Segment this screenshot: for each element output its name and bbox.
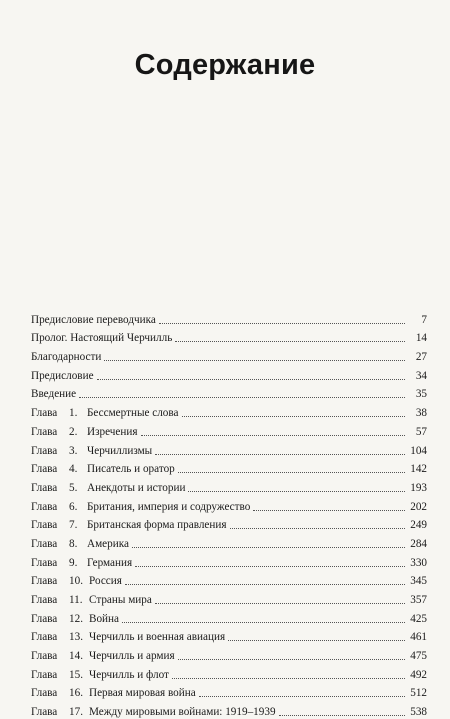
toc-page-number: 27 [415, 351, 427, 364]
chapter-word: Глава [31, 537, 58, 550]
toc-row[interactable] [31, 327, 427, 346]
toc-page-number: 357 [410, 594, 427, 606]
chapter-word: Глава [31, 575, 58, 588]
toc-row[interactable] [31, 663, 427, 682]
chapter-title: Америка [87, 537, 129, 550]
chapter-word: Глава [31, 706, 58, 719]
chapter-number: 15. [69, 668, 83, 681]
chapter-word: Глава [31, 594, 58, 606]
toc-page-number: 34 [415, 369, 427, 382]
dot-leader [141, 434, 406, 436]
chapter-number: 5. [69, 481, 78, 494]
toc-page-number: 57 [415, 425, 427, 438]
dot-leader [104, 359, 405, 361]
table-of-contents [31, 308, 427, 719]
toc-page-number: 461 [410, 631, 427, 644]
chapter-title: Первая мировая война [89, 687, 196, 700]
chapter-number: 7. [69, 519, 78, 532]
toc-row[interactable] [31, 514, 427, 533]
chapter-title: Черчилль и военная авиация [89, 631, 226, 644]
chapter-number: 16. [69, 687, 83, 700]
page-title: Содержание [134, 49, 316, 81]
dot-leader [172, 677, 405, 679]
dot-leader [279, 714, 405, 716]
chapter-title: Британия, империя и содружество [87, 500, 251, 513]
chapter-title: Черчилль и армия [89, 650, 175, 663]
dot-leader [155, 453, 405, 455]
toc-row[interactable] [31, 588, 427, 607]
chapter-number: 2. [69, 425, 78, 438]
toc-row[interactable] [31, 308, 427, 327]
dot-leader [188, 490, 405, 492]
chapter-title: Россия [89, 575, 122, 588]
dot-leader [122, 621, 405, 623]
chapter-title: Война [89, 612, 119, 625]
dot-leader [155, 602, 405, 604]
toc-entry-label: Пролог. Настоящий Черчилль [31, 332, 173, 345]
chapter-number: 14. [69, 650, 83, 663]
chapter-word: Глава [31, 687, 58, 700]
toc-page-number: 538 [410, 706, 427, 719]
chapter-number: 10. [69, 575, 83, 588]
toc-row[interactable] [31, 644, 427, 663]
chapter-number: 6. [69, 500, 78, 513]
toc-row[interactable] [31, 607, 427, 626]
toc-page-number: 512 [410, 687, 427, 700]
toc-row[interactable] [31, 570, 427, 589]
dot-leader [228, 639, 405, 641]
toc-row[interactable] [31, 364, 427, 383]
toc-row[interactable] [31, 495, 427, 514]
toc-row[interactable] [31, 383, 427, 402]
chapter-number: 17. [69, 706, 83, 719]
dot-leader [199, 695, 405, 697]
chapter-word: Глава [31, 612, 58, 625]
chapter-number: 4. [69, 463, 78, 476]
chapter-title: Бессмертные слова [87, 407, 179, 420]
toc-page-number: 330 [410, 556, 427, 569]
chapter-word: Глава [31, 631, 58, 644]
toc-row[interactable] [31, 401, 427, 420]
chapter-number: 12. [69, 612, 83, 625]
chapter-number: 3. [69, 444, 78, 457]
chapter-title: Черчилль и флот [89, 668, 169, 681]
toc-entry-label: Введение [31, 388, 77, 401]
chapter-title: Анекдоты и истории [87, 481, 186, 494]
toc-page-number: 202 [410, 500, 427, 513]
chapter-word: Глава [31, 425, 58, 438]
chapter-number: 8. [69, 537, 78, 550]
chapter-number: 9. [69, 556, 78, 569]
chapter-word: Глава [31, 444, 58, 457]
toc-row[interactable] [31, 345, 427, 364]
chapter-list [31, 401, 427, 719]
chapter-word: Глава [31, 650, 58, 663]
chapter-word: Глава [31, 668, 58, 681]
toc-entry-label: Предисловие переводчика [31, 313, 156, 326]
chapter-word: Глава [31, 463, 58, 476]
toc-page-number: 345 [410, 575, 427, 588]
toc-page-number: 35 [415, 388, 427, 401]
chapter-title: Изречения [87, 425, 138, 438]
toc-row[interactable] [31, 700, 427, 719]
chapter-word: Глава [31, 500, 58, 513]
dot-leader [79, 396, 405, 398]
dot-leader [178, 471, 405, 473]
front-matter-list [31, 308, 427, 401]
dot-leader [132, 546, 405, 548]
chapter-word: Глава [31, 481, 58, 494]
toc-page-number: 249 [410, 519, 427, 532]
chapter-word: Глава [31, 407, 58, 420]
toc-row[interactable] [31, 551, 427, 570]
dot-leader [135, 565, 405, 567]
chapter-title: Германия [87, 556, 133, 569]
chapter-number: 13. [69, 631, 83, 644]
toc-page-number: 38 [415, 407, 427, 420]
toc-page-number: 14 [415, 332, 427, 345]
toc-page-number: 475 [410, 650, 427, 663]
chapter-number: 1. [69, 407, 78, 420]
toc-row[interactable] [31, 439, 427, 458]
toc-page-number: 193 [410, 481, 427, 494]
toc-page-number: 7 [421, 313, 427, 326]
toc-row[interactable] [31, 458, 427, 477]
dot-leader [175, 340, 405, 342]
chapter-word: Глава [31, 556, 58, 569]
toc-row[interactable] [31, 532, 427, 551]
chapter-word: Глава [31, 519, 58, 532]
chapter-title: Британская форма правления [87, 519, 227, 532]
toc-page-number: 284 [410, 537, 427, 550]
chapter-number: 11. [69, 594, 83, 606]
dot-leader [230, 527, 405, 529]
toc-row[interactable] [31, 626, 427, 645]
toc-row[interactable] [31, 476, 427, 495]
toc-entry-label: Предисловие [31, 369, 94, 382]
toc-page-number: 142 [410, 463, 427, 476]
chapter-title: Между мировыми войнами: 1919–1939 [89, 706, 276, 719]
dot-leader [253, 509, 405, 511]
toc-page-number: 104 [410, 444, 427, 457]
dot-leader [97, 378, 405, 380]
dot-leader [178, 658, 405, 660]
chapter-title: Страны мира [89, 594, 152, 606]
chapter-title: Писатель и оратор [87, 463, 175, 476]
toc-entry-label: Благодарности [31, 351, 102, 364]
dot-leader [159, 322, 405, 324]
toc-row[interactable] [31, 420, 427, 439]
dot-leader [182, 415, 406, 417]
toc-page-number: 425 [410, 612, 427, 625]
toc-page-number: 492 [410, 668, 427, 681]
chapter-title: Черчиллизмы [87, 444, 153, 457]
dot-leader [125, 583, 405, 585]
